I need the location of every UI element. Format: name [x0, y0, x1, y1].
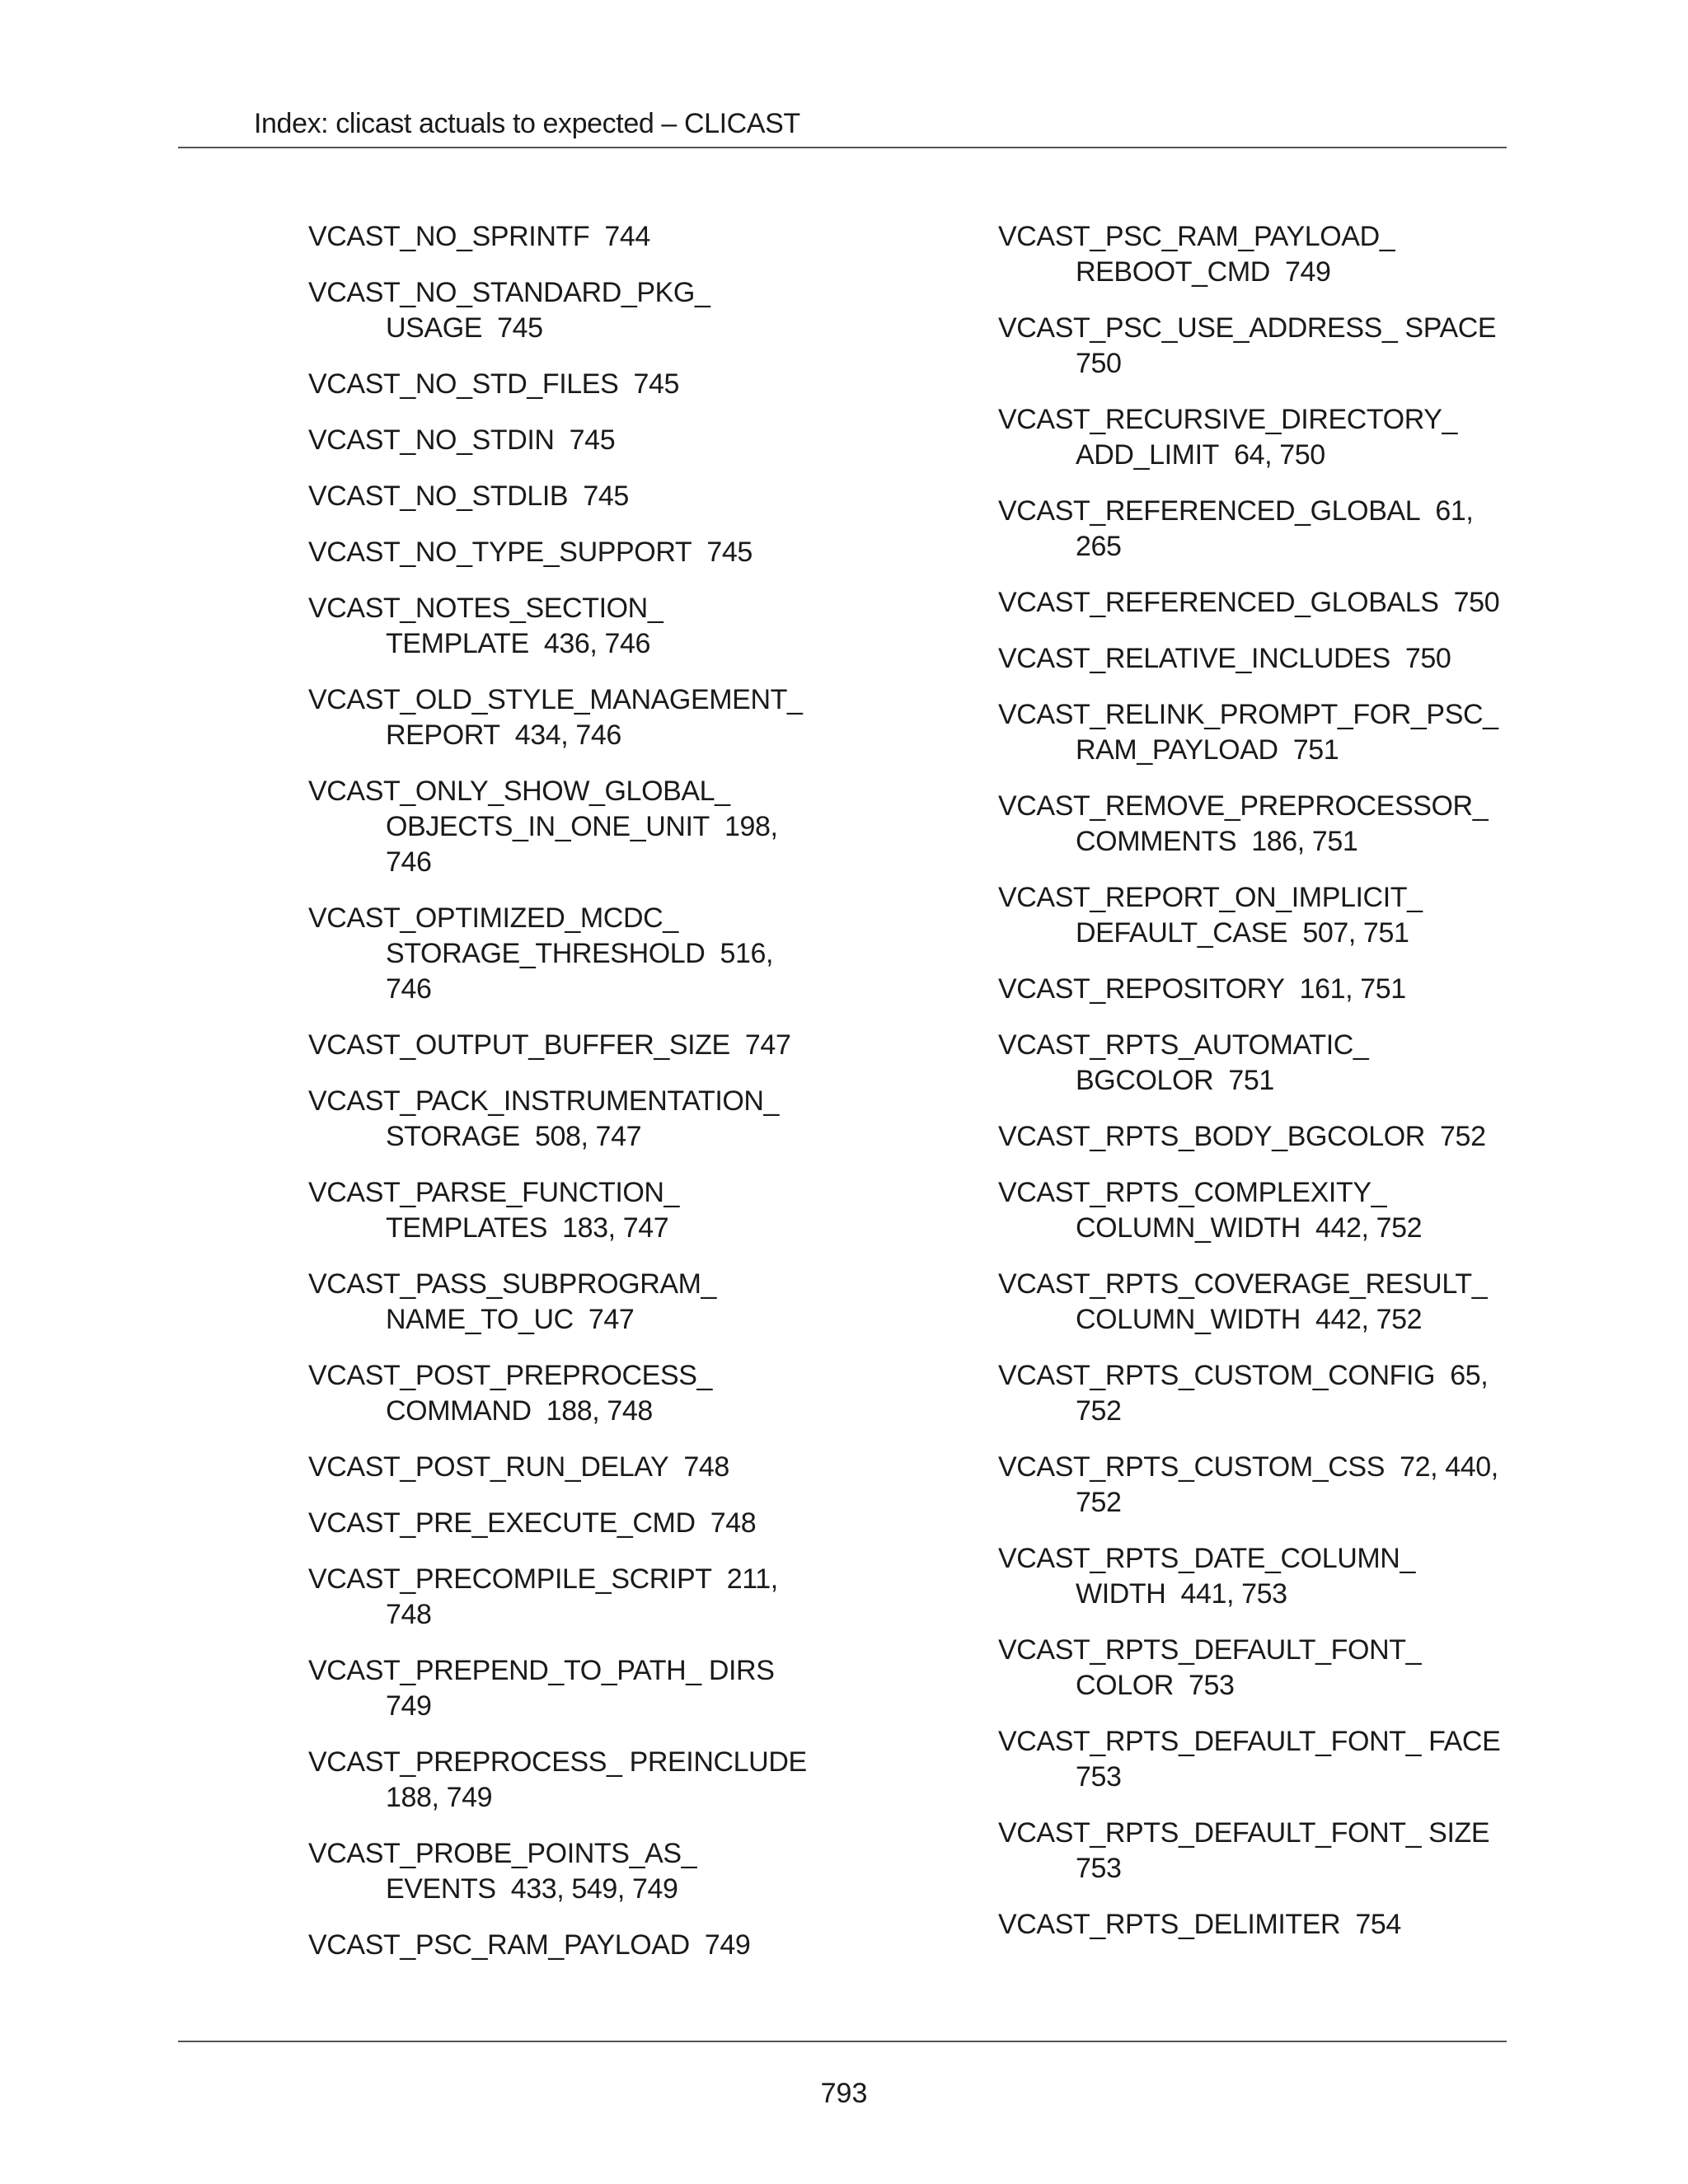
header-rule: [178, 147, 1507, 148]
index-page-refs: 442, 752: [1315, 1304, 1423, 1335]
index-page-refs: 749: [704, 1929, 751, 1961]
index-term: VCAST_REFERENCED_GLOBAL: [998, 495, 1421, 527]
index-page-refs: 754: [1355, 1909, 1401, 1940]
index-term: VCAST_RPTS_AUTOMATIC_ BGCOLOR: [998, 1029, 1369, 1096]
index-term: VCAST_NO_STDLIB: [308, 480, 569, 512]
index-entry: [308, 479, 819, 514]
index-term: VCAST_REMOVE_PREPROCESSOR_ COMMENTS: [998, 790, 1489, 857]
index-entry: [998, 1267, 1509, 1338]
index-page-refs: 441, 753: [1180, 1578, 1287, 1610]
page-number: 793: [820, 2078, 868, 2109]
index-page-refs: 747: [744, 1029, 791, 1061]
index-term: VCAST_RPTS_DELIMITER: [998, 1909, 1341, 1940]
index-page-refs: 211, 748: [386, 1563, 778, 1630]
index-page-refs: 161, 751: [1299, 973, 1406, 1005]
index-page-refs: 745: [497, 312, 543, 344]
index-page-refs: 745: [583, 480, 629, 512]
index-entry: [308, 1175, 819, 1246]
index-page-refs: 188, 748: [546, 1395, 653, 1427]
index-term: VCAST_OUTPUT_BUFFER_SIZE: [308, 1029, 730, 1061]
index-page-refs: 750: [1076, 348, 1122, 379]
index-term: VCAST_PARSE_FUNCTION_ TEMPLATES: [308, 1177, 680, 1244]
index-page-refs: 748: [710, 1507, 757, 1539]
index-page-refs: 745: [633, 368, 679, 400]
index-entry: [998, 972, 1509, 1007]
index-entry: [308, 1506, 819, 1541]
index-page-refs: 750: [1404, 643, 1451, 674]
index-term: VCAST_PSC_RAM_PAYLOAD: [308, 1929, 690, 1961]
index-page-refs: 507, 751: [1302, 917, 1409, 949]
index-entry: [998, 1724, 1509, 1795]
index-term: VCAST_RELATIVE_INCLUDES: [998, 643, 1390, 674]
index-entry: [308, 275, 819, 346]
index-entry: [998, 311, 1509, 382]
index-entry: [998, 1358, 1509, 1429]
index-page-refs: 516, 746: [386, 938, 774, 1005]
index-term: VCAST_REPORT_ON_IMPLICIT_ DEFAULT_CASE: [998, 882, 1423, 949]
index-entry: [998, 494, 1509, 565]
index-term: VCAST_PSC_USE_ADDRESS_ SPACE: [998, 312, 1497, 344]
index-column-right: [998, 219, 1509, 1963]
index-term: VCAST_NO_STD_FILES: [308, 368, 619, 400]
index-page-refs: 745: [569, 424, 616, 456]
index-entry: [998, 1450, 1509, 1521]
index-page-refs: 65, 752: [1076, 1360, 1489, 1427]
index-term: VCAST_POST_RUN_DELAY: [308, 1451, 669, 1483]
index-term: VCAST_NOTES_SECTION_ TEMPLATE: [308, 593, 663, 659]
index-term: VCAST_PASS_SUBPROGRAM_ NAME_TO_UC: [308, 1268, 717, 1335]
index-page-refs: 433, 549, 749: [510, 1873, 678, 1905]
running-header: Index: clicast actuals to expected – CLICAST: [254, 108, 800, 139]
index-term: VCAST_PREPROCESS_ PREINCLUDE: [308, 1746, 807, 1778]
index-page-refs: 753: [1189, 1670, 1235, 1701]
index-term: VCAST_RPTS_DATE_COLUMN_ WIDTH: [998, 1543, 1415, 1610]
index-entry: [308, 1267, 819, 1338]
index-entry: [998, 1541, 1509, 1612]
footer-rule: [178, 2041, 1507, 2042]
index-term: VCAST_ONLY_SHOW_GLOBAL_ OBJECTS_IN_ONE_UNIT: [308, 776, 730, 842]
index-entry: [308, 1028, 819, 1063]
index-page-refs: 508, 747: [534, 1121, 642, 1152]
index-page-refs: 751: [1228, 1065, 1274, 1096]
index-entry: [998, 641, 1509, 677]
index-term: VCAST_RPTS_DEFAULT_FONT_ COLOR: [998, 1634, 1422, 1701]
index-entry: [308, 774, 819, 880]
index-page-refs: 747: [588, 1304, 635, 1335]
index-column-left: [308, 219, 819, 1984]
index-page-refs: 186, 751: [1251, 826, 1358, 857]
index-entry: [998, 1816, 1509, 1886]
index-entry: [308, 1928, 819, 1963]
index-page-refs: 752: [1440, 1121, 1486, 1152]
index-page-refs: 183, 747: [562, 1212, 669, 1244]
index-page-refs: 745: [706, 537, 753, 568]
index-page-refs: 753: [1076, 1853, 1122, 1884]
index-entry: [308, 591, 819, 662]
index-page-refs: 188, 749: [386, 1782, 493, 1813]
index-page-refs: 750: [1453, 587, 1500, 618]
index-term: VCAST_RPTS_DEFAULT_FONT_ SIZE: [998, 1817, 1490, 1849]
index-entry: [308, 1358, 819, 1429]
index-entry: [998, 880, 1509, 951]
index-term: VCAST_PACK_INSTRUMENTATION_ STORAGE: [308, 1085, 780, 1152]
index-entry: [998, 1119, 1509, 1155]
index-term: VCAST_PROBE_POINTS_AS_ EVENTS: [308, 1838, 697, 1905]
index-term: VCAST_POST_PREPROCESS_ COMMAND: [308, 1360, 713, 1427]
index-entry: [998, 1028, 1509, 1099]
index-term: VCAST_RPTS_COMPLEXITY_ COLUMN_WIDTH: [998, 1177, 1387, 1244]
index-term: VCAST_RPTS_CUSTOM_CSS: [998, 1451, 1385, 1483]
index-entry: [308, 1653, 819, 1724]
index-term: VCAST_REPOSITORY: [998, 973, 1285, 1005]
index-entry: [308, 535, 819, 570]
index-entry: [998, 789, 1509, 860]
index-term: VCAST_OLD_STYLE_MANAGEMENT_ REPORT: [308, 684, 803, 751]
index-entry: [308, 1562, 819, 1633]
index-entry: [998, 402, 1509, 473]
index-term: VCAST_RECURSIVE_DIRECTORY_ ADD_LIMIT: [998, 404, 1458, 471]
index-entry: [308, 219, 819, 255]
index-entry: [308, 1745, 819, 1816]
index-page-refs: 744: [604, 221, 650, 252]
index-entry: [998, 1175, 1509, 1246]
index-term: VCAST_NO_TYPE_SUPPORT: [308, 537, 692, 568]
index-page-refs: 749: [386, 1690, 432, 1722]
index-page-refs: 61, 265: [1076, 495, 1474, 562]
index-page-refs: 753: [1076, 1761, 1122, 1793]
index-page-refs: 72, 440, 752: [1076, 1451, 1498, 1518]
index-term: VCAST_REFERENCED_GLOBALS: [998, 587, 1439, 618]
index-page-refs: 442, 752: [1315, 1212, 1423, 1244]
index-entry: [308, 901, 819, 1007]
index-entry: [308, 1836, 819, 1907]
index-page-refs: 436, 746: [543, 628, 651, 659]
index-term: VCAST_RPTS_BODY_BGCOLOR: [998, 1121, 1425, 1152]
index-page-refs: 751: [1292, 734, 1339, 766]
index-term: VCAST_NO_STDIN: [308, 424, 555, 456]
index-term: VCAST_OPTIMIZED_MCDC_ STORAGE_THRESHOLD: [308, 902, 706, 969]
index-page-refs: 198, 746: [386, 811, 778, 878]
index-term: VCAST_PRECOMPILE_SCRIPT: [308, 1563, 712, 1595]
index-entry: [998, 219, 1509, 290]
index-entry: [998, 585, 1509, 621]
index-page-refs: 434, 746: [514, 719, 621, 751]
index-term: VCAST_RPTS_COVERAGE_RESULT_ COLUMN_WIDTH: [998, 1268, 1488, 1335]
index-entry: [308, 1450, 819, 1485]
index-page-refs: 64, 750: [1234, 439, 1325, 471]
index-term: VCAST_RELINK_PROMPT_FOR_PSC_ RAM_PAYLOAD: [998, 699, 1498, 766]
index-term: VCAST_NO_STANDARD_PKG_ USAGE: [308, 277, 710, 344]
index-entry: [308, 423, 819, 458]
index-entry: [998, 697, 1509, 768]
index-term: VCAST_NO_SPRINTF: [308, 221, 590, 252]
index-term: VCAST_PREPEND_TO_PATH_ DIRS: [308, 1655, 775, 1686]
index-term: VCAST_RPTS_CUSTOM_CONFIG: [998, 1360, 1436, 1391]
index-page-refs: 749: [1285, 256, 1331, 288]
index-term: VCAST_PRE_EXECUTE_CMD: [308, 1507, 696, 1539]
index-entry: [308, 682, 819, 753]
index-entry: [998, 1633, 1509, 1704]
index-page-refs: 748: [683, 1451, 729, 1483]
index-entry: [308, 367, 819, 402]
index-entry: [308, 1084, 819, 1155]
index-entry: [998, 1907, 1509, 1943]
index-term: VCAST_PSC_RAM_PAYLOAD_ REBOOT_CMD: [998, 221, 1395, 288]
index-term: VCAST_RPTS_DEFAULT_FONT_ FACE: [998, 1726, 1501, 1757]
